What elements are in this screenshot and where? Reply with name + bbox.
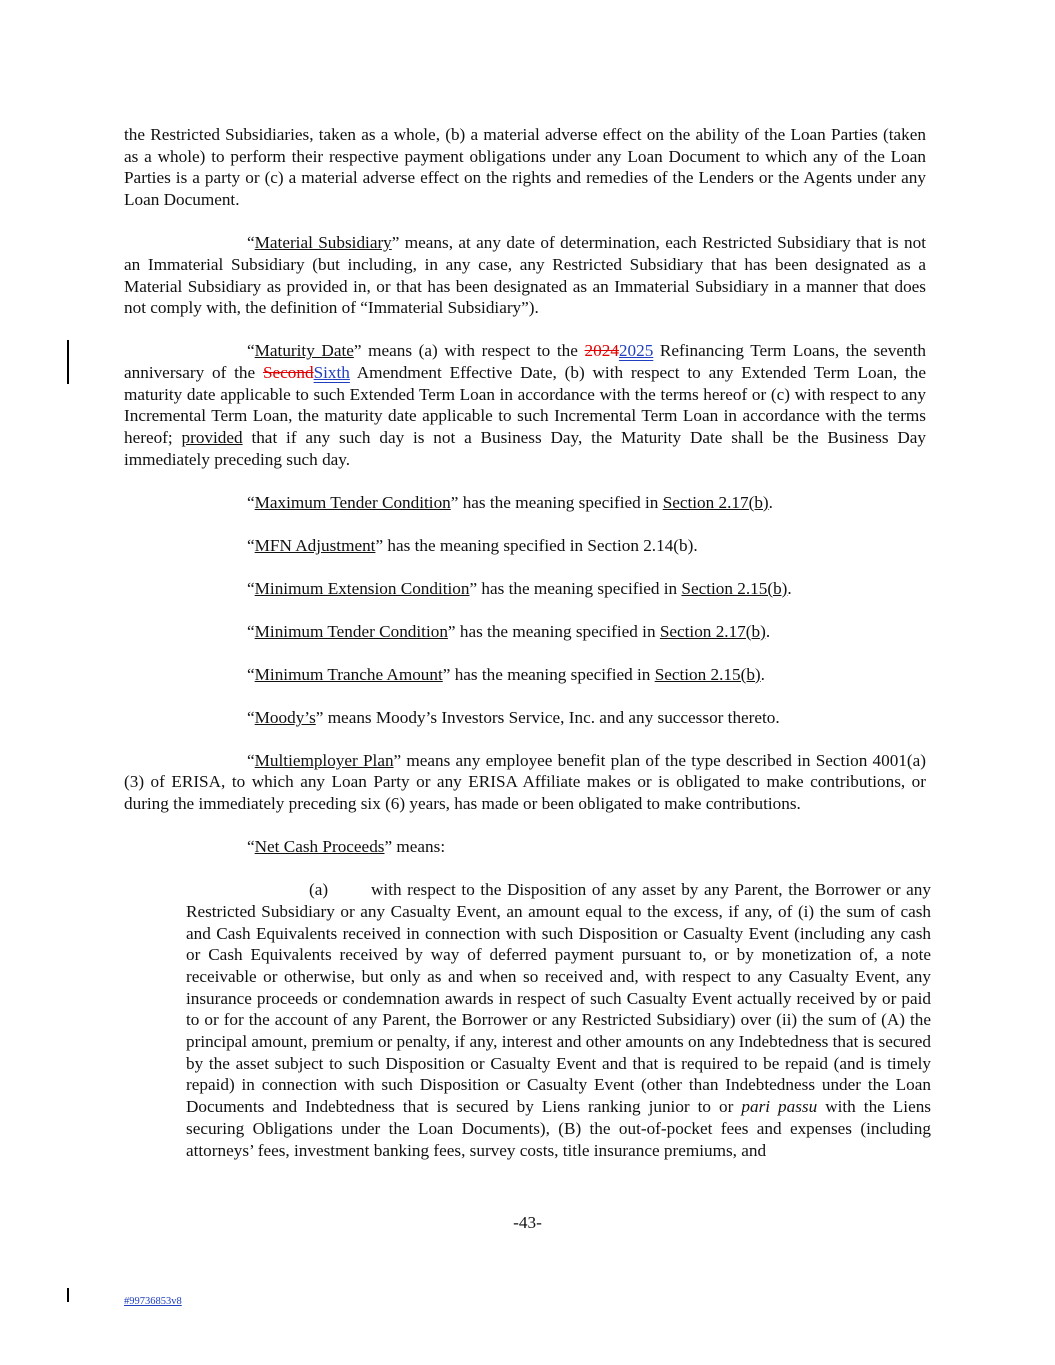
definition-text: .	[765, 621, 771, 641]
document-body	[124, 124, 931, 1183]
defined-term: Minimum Tender Condition	[254, 621, 448, 641]
definition-maximum-tender-condition: “Maximum Tender Condition” has the meaning specified in Section 2.17(b).	[247, 492, 773, 512]
defined-term: Multiemployer Plan	[254, 750, 394, 770]
definition-text: ” has the meaning specified in Section 2.14(b).	[375, 535, 698, 555]
defined-term: Net Cash Proceeds	[254, 837, 385, 857]
defined-term: Moody’s	[254, 707, 316, 727]
section-reference: Section 2.17(b)	[662, 492, 769, 512]
definition-minimum-extension-condition: “Minimum Extension Condition” has the meaning specified in Section 2.15(b).	[247, 578, 792, 598]
clause-text: with respect to the Disposition of any asset by any Parent, the Borrower or any Restricted Subsidiary or any Casualty Event, an amount equal to the excess, if any, of (i) the sum of cash and Cash Equivalents received in connection with such Disposition or Casualty Event (including any cash or Cash Equivalents received by way of deferred payment pursuant to, or by monetization of, a note receivable or otherwise, but only as and when so received and, with respect to any Casualty Event, any insurance proceeds or condemnation awards in respect of such Casualty Event actually received by or paid to or for the account of any Parent, the Borrower or any Restricted Subsidiary) over (ii) the sum of (A) the principal amount, premium or penalty, if any, interest and other amounts on any Indebtedness that is secured by the asset subject to such Disposition or Casualty Event and that is required to be repaid (and is timely repaid) in connection with such Disposition or Casualty Event (other than Indebtedness under the Loan Documents and Indebtedness that is secured by Liens ranking junior to or	[186, 880, 931, 1117]
paragraph-material-adverse-effect-continued: the Restricted Subsidiaries, taken as a whole, (b) a material adverse effect on the ability of the Loan Parties (taken as a whole) to perform their respective payment obligations under any Loan Document to which any of the Loan Parties is a party or (c) a material adverse effect on the rights and remedies of the Lenders or the Agents under any Loan Document.	[124, 125, 926, 210]
definition-text: ” means Moody’s Investors Service, Inc. and any successor thereto.	[315, 707, 780, 727]
inserted-text: Sixth	[313, 362, 350, 382]
definition-text: Refinancing Term Loans, the seventh anniversary of the	[124, 341, 926, 382]
definition-text: ” means:	[384, 837, 446, 857]
document-id-link[interactable]: #99736853v8	[124, 1296, 182, 1307]
definition-text: ” means (a) with respect to the	[353, 341, 585, 361]
clause-text: with the Liens securing Obligations under the Loan Documents), (B) the out-of-pocket fees and expenses (including attorneys’ fees, investment banking fees, survey costs, title insurance premiums, and	[186, 1097, 931, 1160]
defined-term: MFN Adjustment	[254, 535, 376, 555]
definition-text: .	[768, 492, 773, 512]
clause-label: (a)	[309, 880, 329, 900]
definition-text: that if any such day is not a Business Day, the Maturity Date shall be the Business Day immediately preceding such day.	[124, 428, 926, 469]
defined-term: Maximum Tender Condition	[254, 492, 451, 512]
page-number: -43-	[513, 1213, 542, 1232]
definition-text: ” means, at any date of determination, each Restricted Subsidiary that is not an Immaterial Subsidiary (but including, in any case, any Restricted Subsidiary that has been designated as a Material Subsidiary as provided in, or that has been designated as an Immaterial Subsidiary in a manner that does not comply with, the definition of “Immaterial Subsidiary”).	[124, 233, 927, 318]
definition-text: ” has the meaning specified in	[450, 492, 663, 512]
definition-text: ” has the meaning specified in	[447, 621, 660, 641]
section-reference: Section 2.17(b)	[659, 621, 766, 641]
definition-multiemployer-plan: “Multiemployer Plan” means any employee benefit plan of the type described in Section 4001(a)(3) of ERISA, to which any Loan Party or any ERISA Affiliate makes or is obligated to make contributions, or during the immediately preceding six (6) years, has made or been obligated to make contributions.	[124, 750, 926, 814]
definition-moodys: “Moody’s” means Moody’s Investors Service, Inc. and any successor thereto.	[247, 707, 780, 727]
definition-minimum-tender-condition: “Minimum Tender Condition” has the meaning specified in Section 2.17(b).	[247, 621, 771, 641]
change-bar-maturity	[67, 340, 69, 384]
deleted-text: 2024	[584, 341, 619, 361]
deleted-text: Second	[262, 362, 314, 382]
definition-text: .	[760, 664, 765, 684]
definition-text: ” has the meaning specified in	[442, 664, 655, 684]
definition-text: ” means any employee benefit plan of the type described in Section 4001(a)(3) of ERISA, to which any Loan Party or any ERISA Affiliate makes or is obligated to make contributions, or during the immediately preceding six (6) years, has made or been obligated to make contributions.	[124, 750, 926, 814]
definition-text: ” has the meaning specified in	[469, 578, 682, 598]
clause-a	[186, 879, 931, 1161]
definition-minimum-tranche-amount: “Minimum Tranche Amount” has the meaning specified in Section 2.15(b).	[247, 664, 765, 684]
defined-term: Minimum Extension Condition	[254, 578, 470, 598]
change-bar-footer	[67, 1288, 69, 1302]
section-reference: Section 2.15(b)	[681, 578, 788, 598]
inserted-text: 2025	[618, 341, 654, 361]
definition-text: Amendment Effective Date, (b) with respect to any Extended Term Loan, the maturity date applicable to such Extended Term Loan in accordance with the terms hereof or (c) with respect to any Incremental Term Loan, the maturity date applicable to such Incremental Term Loan in accordance with the terms hereof;	[124, 362, 926, 448]
definition-mfn-adjustment: “MFN Adjustment” has the meaning specified in Section 2.14(b).	[247, 535, 698, 555]
italic-term: pari passu	[741, 1097, 818, 1117]
defined-term: Maturity Date	[254, 341, 354, 361]
definition-maturity-date: “Maturity Date” means (a) with respect to the 20242025 Refinancing Term Loans, the seventh anniversary of the SecondSixth Amendment Effective Date, (b) with respect to any Extended Term Loan, the maturity date applicable to such Extended Term Loan in accordance with the terms hereof or (c) with respect to any Incremental Term Loan, the maturity date applicable to such Incremental Term Loan in accordance with the terms hereof; provided that if any such day is not a Business Day, the Maturity Date shall be the Business Day immediately preceding such day.	[124, 341, 926, 469]
definition-material-subsidiary: “Material Subsidiary” means, at any date of determination, each Restricted Subsidiary that is not an Immaterial Subsidiary (but including, in any case, any Restricted Subsidiary that has been designated as a Material Subsidiary as provided in, or that has been designated as an Immaterial Subsidiary in a manner that does not comply with, the definition of “Immaterial Subsidiary”).	[124, 233, 927, 318]
provided-term: provided	[181, 428, 243, 448]
defined-term: Minimum Tranche Amount	[254, 664, 443, 684]
definition-net-cash-proceeds: “Net Cash Proceeds” means:	[247, 837, 446, 857]
defined-term: Material Subsidiary	[254, 233, 392, 253]
section-reference: Section 2.15(b)	[654, 664, 761, 684]
definition-text: .	[787, 578, 792, 598]
